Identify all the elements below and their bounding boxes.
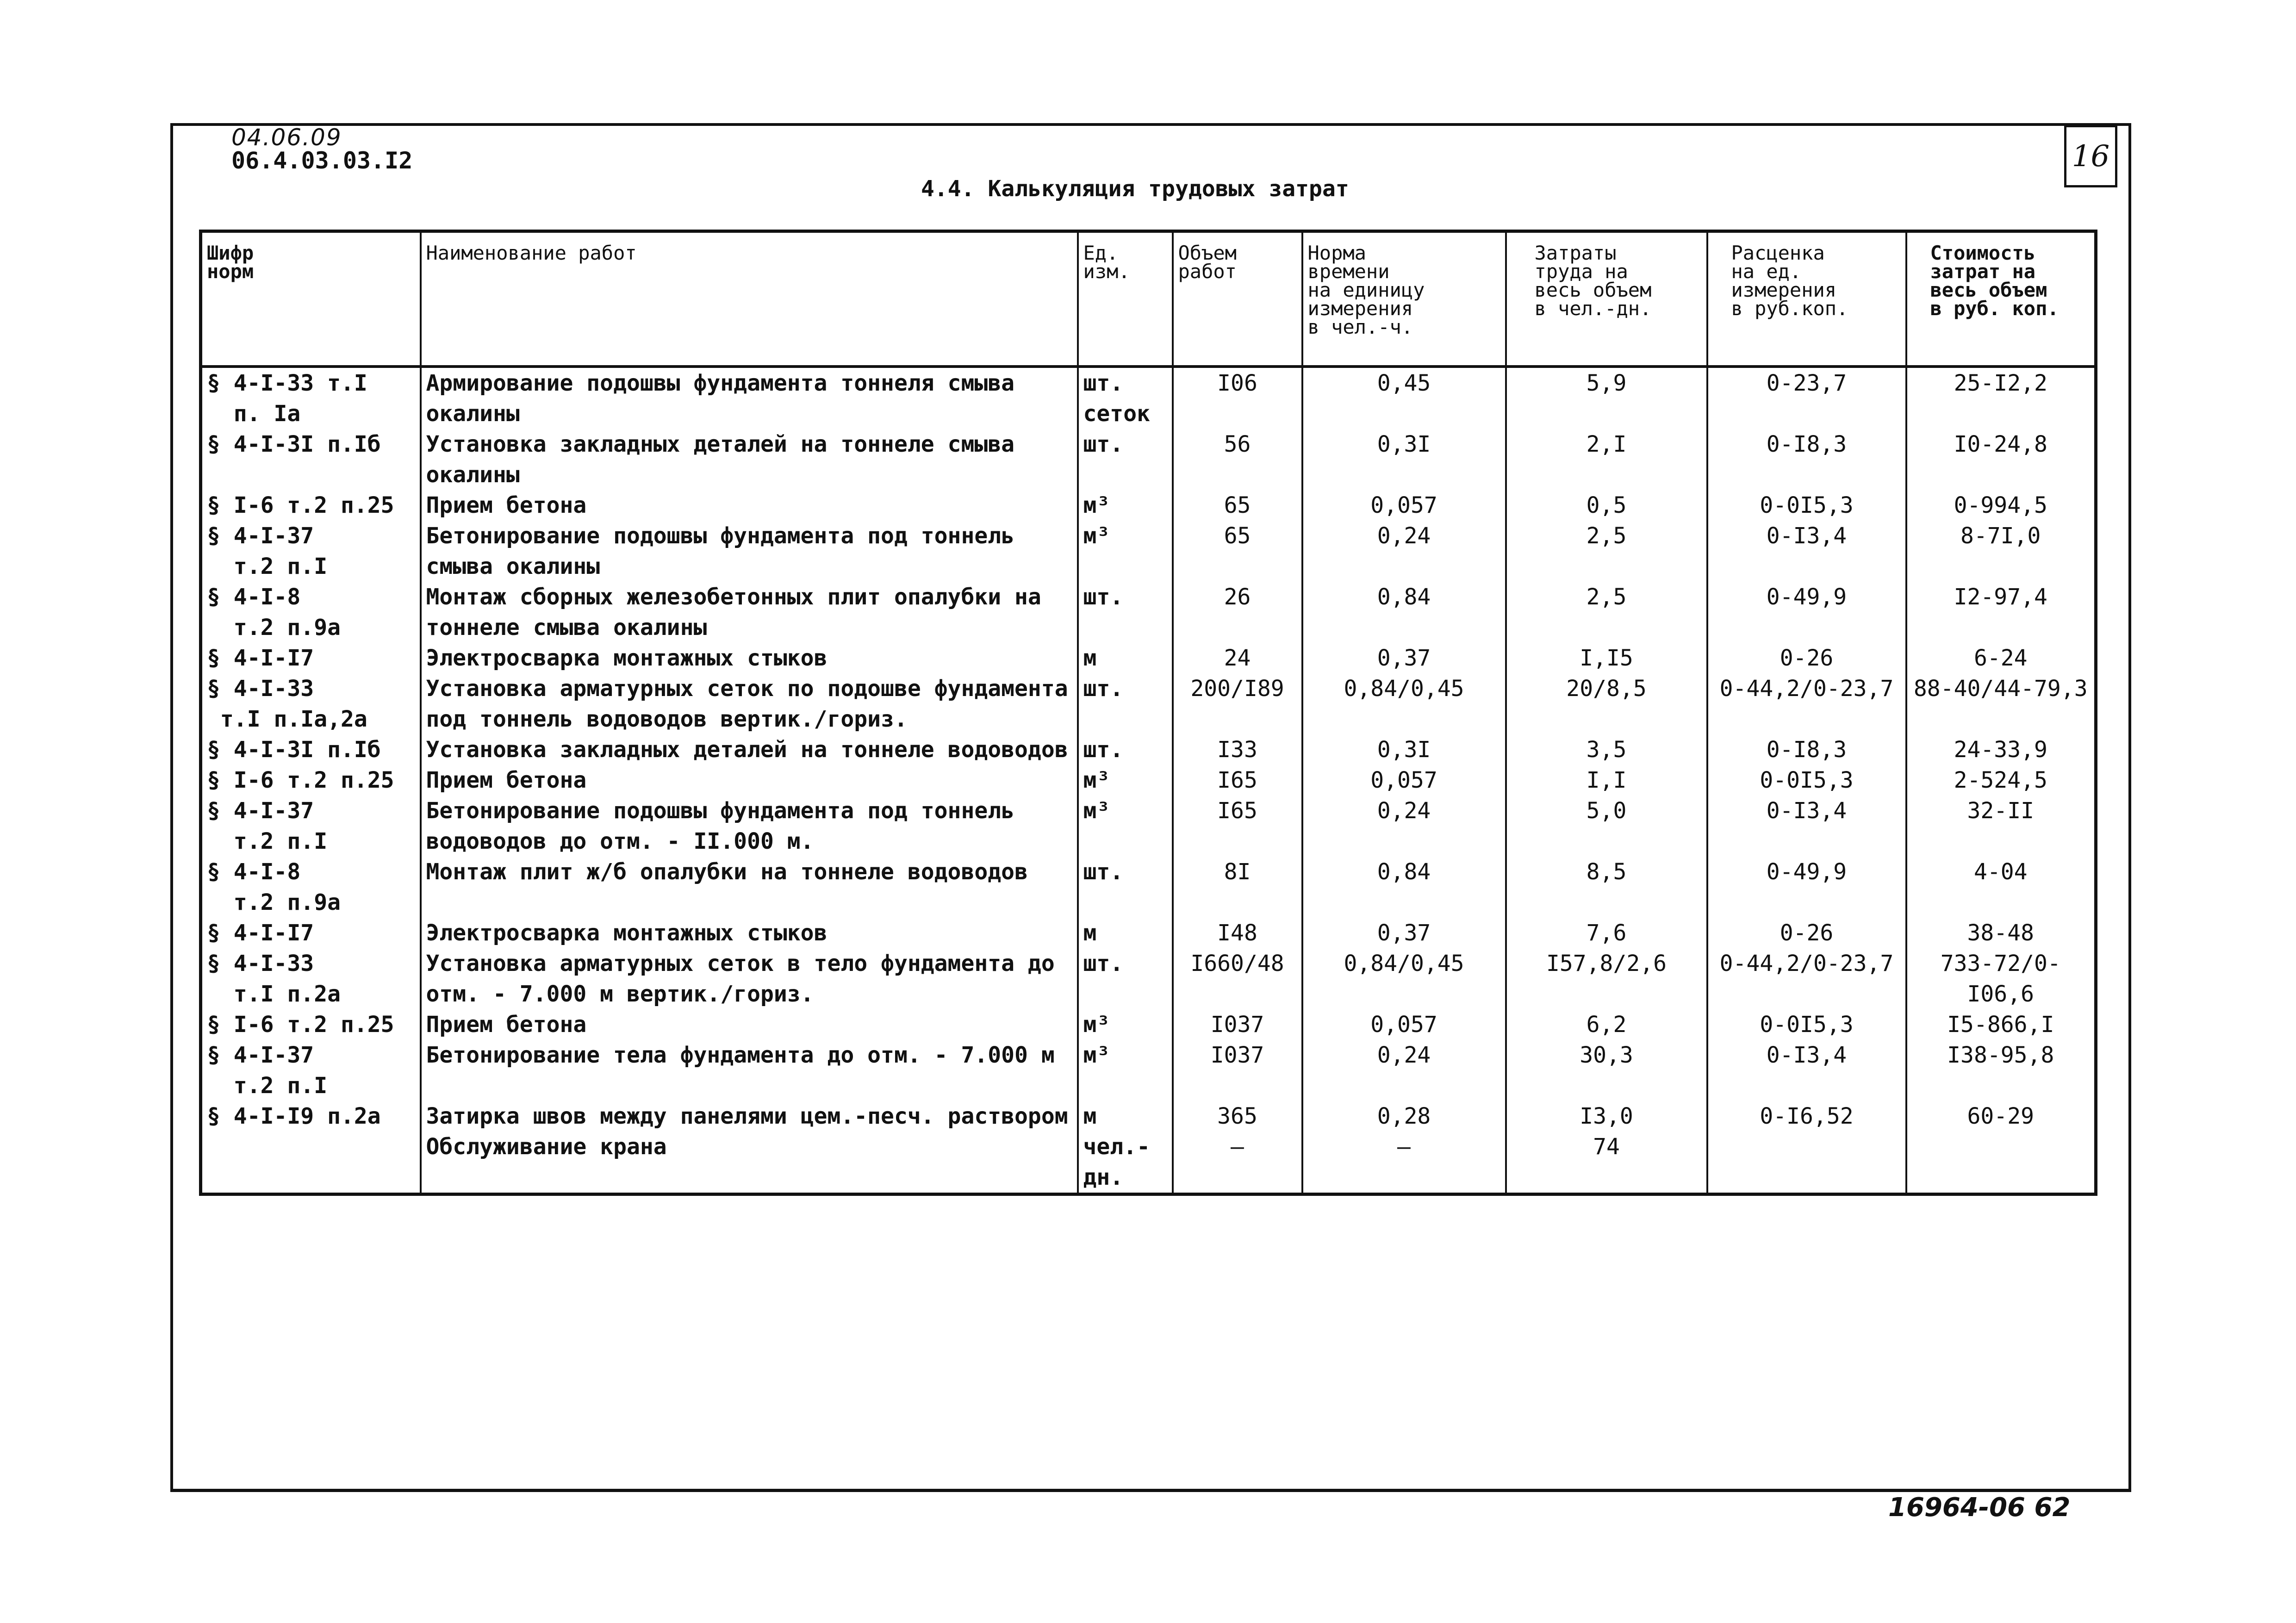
row-rate: 0-44,2/0-23,7 xyxy=(1707,673,1906,734)
row-code: § 4-I-I9 п.2а xyxy=(201,1101,421,1132)
row-rate: 0-26 xyxy=(1707,918,1906,948)
col-header-cost: Стоимость затрат на весь объем в руб. коп. xyxy=(1906,231,2096,367)
row-norm: 0,057 xyxy=(1302,1009,1506,1040)
row-volume: I660/48 xyxy=(1173,948,1302,1009)
row-work-name: Прием бетона xyxy=(421,490,1078,521)
table-header-row xyxy=(201,231,2096,367)
row-unit: м xyxy=(1078,918,1173,948)
row-volume: I65 xyxy=(1173,796,1302,857)
row-labor: 8,5 xyxy=(1506,857,1707,918)
row-volume: 65 xyxy=(1173,521,1302,582)
row-work-name: Монтаж сборных железобетонных плит опалубки на тоннеле смыва окалины xyxy=(421,582,1078,643)
row-cost: 88-40/44-79,3 xyxy=(1906,673,2096,734)
row-labor: 6,2 xyxy=(1506,1009,1707,1040)
row-norm: 0,37 xyxy=(1302,918,1506,948)
row-cost: 6-24 xyxy=(1906,643,2096,673)
row-cost xyxy=(1906,1132,2096,1194)
row-rate: 0-23,7 xyxy=(1707,367,1906,429)
row-norm: 0,84/0,45 xyxy=(1302,673,1506,734)
row-code: § 4-I-8 т.2 п.9а xyxy=(201,857,421,918)
row-norm: 0,057 xyxy=(1302,490,1506,521)
col-header-rate: Расценка на ед. измерения в руб.коп. xyxy=(1707,231,1906,367)
row-unit: шт. xyxy=(1078,429,1173,490)
row-unit: шт. xyxy=(1078,948,1173,1009)
row-labor: 74 xyxy=(1506,1132,1707,1194)
row-unit: шт. xyxy=(1078,673,1173,734)
table-row xyxy=(201,429,2096,490)
row-volume: I33 xyxy=(1173,734,1302,765)
row-work-name: Установка арматурных сеток в тело фундамента до отм. - 7.000 м вертик./гориз. xyxy=(421,948,1078,1009)
doc-code-handwritten: 04.06.09 xyxy=(231,124,342,151)
col-header-norm: Норма времени на единицу измерения в чел.-ч. xyxy=(1302,231,1506,367)
table-row xyxy=(201,582,2096,643)
row-volume: – xyxy=(1173,1132,1302,1194)
row-cost: 8-7I,0 xyxy=(1906,521,2096,582)
row-norm: 0,84 xyxy=(1302,857,1506,918)
row-volume: I037 xyxy=(1173,1009,1302,1040)
row-rate: 0-I6,52 xyxy=(1707,1101,1906,1132)
row-work-name: Электросварка монтажных стыков xyxy=(421,918,1078,948)
row-volume: 24 xyxy=(1173,643,1302,673)
footer-reference: 16964-06 62 xyxy=(1888,1492,2071,1523)
table-row xyxy=(201,673,2096,734)
row-unit: шт. xyxy=(1078,582,1173,643)
row-code: § 4-I-33 т.I п.2а xyxy=(201,948,421,1009)
row-cost: 32-II xyxy=(1906,796,2096,857)
row-labor: I,I xyxy=(1506,765,1707,796)
row-unit: м³ xyxy=(1078,521,1173,582)
row-cost: 60-29 xyxy=(1906,1101,2096,1132)
row-work-name: Бетонирование подошвы фундамента под тоннель смыва окалины xyxy=(421,521,1078,582)
row-volume: 200/I89 xyxy=(1173,673,1302,734)
row-code: § I-6 т.2 п.25 xyxy=(201,490,421,521)
row-labor: 5,9 xyxy=(1506,367,1707,429)
row-code: § 4-I-33 т.I п. Iа xyxy=(201,367,421,429)
page-title: 4.4. Калькуляция трудовых затрат xyxy=(921,176,1349,202)
table-row xyxy=(201,765,2096,796)
row-volume: 56 xyxy=(1173,429,1302,490)
row-code: § 4-I-37 т.2 п.I xyxy=(201,1040,421,1101)
table-body xyxy=(201,367,2096,1194)
col-header-labor: Затраты труда на весь объем в чел.-дн. xyxy=(1506,231,1707,367)
row-cost: I38-95,8 xyxy=(1906,1040,2096,1101)
row-cost: 25-I2,2 xyxy=(1906,367,2096,429)
row-work-name: Установка арматурных сеток по подошве фундамента под тоннель водоводов вертик./гориз. xyxy=(421,673,1078,734)
row-norm: 0,45 xyxy=(1302,367,1506,429)
row-work-name: Прием бетона xyxy=(421,1009,1078,1040)
table-row xyxy=(201,948,2096,1009)
row-code: § 4-I-8 т.2 п.9а xyxy=(201,582,421,643)
row-volume: I037 xyxy=(1173,1040,1302,1101)
row-labor: 2,5 xyxy=(1506,521,1707,582)
row-labor: 20/8,5 xyxy=(1506,673,1707,734)
row-unit: м³ xyxy=(1078,765,1173,796)
page-number-box xyxy=(2064,125,2117,187)
row-code: § I-6 т.2 п.25 xyxy=(201,1009,421,1040)
row-rate: 0-0I5,3 xyxy=(1707,1009,1906,1040)
row-rate xyxy=(1707,1132,1906,1194)
row-norm: – xyxy=(1302,1132,1506,1194)
row-cost: 4-04 xyxy=(1906,857,2096,918)
row-work-name: Электросварка монтажных стыков xyxy=(421,643,1078,673)
table-row xyxy=(201,796,2096,857)
row-rate: 0-44,2/0-23,7 xyxy=(1707,948,1906,1009)
table-row xyxy=(201,734,2096,765)
row-work-name: Прием бетона xyxy=(421,765,1078,796)
row-labor: 2,I xyxy=(1506,429,1707,490)
row-volume: I65 xyxy=(1173,765,1302,796)
row-rate: 0-0I5,3 xyxy=(1707,765,1906,796)
row-rate: 0-0I5,3 xyxy=(1707,490,1906,521)
row-volume: 65 xyxy=(1173,490,1302,521)
col-header-name: Наименование работ xyxy=(421,231,1078,367)
row-cost: I2-97,4 xyxy=(1906,582,2096,643)
row-work-name: Обслуживание крана xyxy=(421,1132,1078,1194)
row-labor: I3,0 xyxy=(1506,1101,1707,1132)
row-norm: 0,24 xyxy=(1302,1040,1506,1101)
row-work-name: Бетонирование тела фундамента до отм. - 7.000 м xyxy=(421,1040,1078,1101)
row-rate: 0-I3,4 xyxy=(1707,521,1906,582)
table-row xyxy=(201,1101,2096,1132)
row-norm: 0,24 xyxy=(1302,521,1506,582)
row-labor: 7,6 xyxy=(1506,918,1707,948)
row-unit: м³ xyxy=(1078,1009,1173,1040)
row-rate: 0-I8,3 xyxy=(1707,429,1906,490)
row-cost: 2-524,5 xyxy=(1906,765,2096,796)
row-labor: 2,5 xyxy=(1506,582,1707,643)
row-cost: I0-24,8 xyxy=(1906,429,2096,490)
row-code: § 4-I-I7 xyxy=(201,643,421,673)
row-code: § 4-I-37 т.2 п.I xyxy=(201,521,421,582)
row-rate: 0-I3,4 xyxy=(1707,1040,1906,1101)
row-cost: 733-72/0-I06,6 xyxy=(1906,948,2096,1009)
row-norm: 0,3I xyxy=(1302,429,1506,490)
row-labor: 30,3 xyxy=(1506,1040,1707,1101)
row-code: § I-6 т.2 п.25 xyxy=(201,765,421,796)
row-code: § 4-I-I7 xyxy=(201,918,421,948)
row-unit: шт. xyxy=(1078,857,1173,918)
row-unit: м³ xyxy=(1078,1040,1173,1101)
row-rate: 0-49,9 xyxy=(1707,857,1906,918)
row-labor: 5,0 xyxy=(1506,796,1707,857)
col-header-code: Шифр норм xyxy=(201,231,421,367)
row-work-name: Затирка швов между панелями цем.-песч. раствором xyxy=(421,1101,1078,1132)
row-labor: 3,5 xyxy=(1506,734,1707,765)
row-rate: 0-I8,3 xyxy=(1707,734,1906,765)
row-unit: м³ xyxy=(1078,796,1173,857)
table-row xyxy=(201,918,2096,948)
row-work-name: Монтаж плит ж/б опалубки на тоннеле водоводов xyxy=(421,857,1078,918)
row-code xyxy=(201,1132,421,1194)
row-code: § 4-I-33 т.I п.Iа,2а xyxy=(201,673,421,734)
row-work-name: Бетонирование подошвы фундамента под тоннель водоводов до отм. - II.000 м. xyxy=(421,796,1078,857)
col-header-volume: Объем работ xyxy=(1173,231,1302,367)
row-cost: 38-48 xyxy=(1906,918,2096,948)
row-norm: 0,3I xyxy=(1302,734,1506,765)
row-norm: 0,24 xyxy=(1302,796,1506,857)
row-volume: I06 xyxy=(1173,367,1302,429)
row-norm: 0,84 xyxy=(1302,582,1506,643)
row-labor: I,I5 xyxy=(1506,643,1707,673)
row-code: § 4-I-3I п.Iб xyxy=(201,429,421,490)
row-labor: I57,8/2,6 xyxy=(1506,948,1707,1009)
row-cost: 24-33,9 xyxy=(1906,734,2096,765)
row-code: § 4-I-37 т.2 п.I xyxy=(201,796,421,857)
row-norm: 0,37 xyxy=(1302,643,1506,673)
row-work-name: Армирование подошвы фундамента тоннеля смыва окалины xyxy=(421,367,1078,429)
table-row xyxy=(201,1040,2096,1101)
row-unit: м xyxy=(1078,1101,1173,1132)
table-row xyxy=(201,490,2096,521)
table-row xyxy=(201,857,2096,918)
row-volume: I48 xyxy=(1173,918,1302,948)
row-volume: 8I xyxy=(1173,857,1302,918)
row-rate: 0-I3,4 xyxy=(1707,796,1906,857)
row-rate: 0-26 xyxy=(1707,643,1906,673)
table-row xyxy=(201,643,2096,673)
labor-cost-table xyxy=(199,230,2097,1196)
table-row xyxy=(201,367,2096,429)
col-header-unit: Ед. изм. xyxy=(1078,231,1173,367)
row-norm: 0,057 xyxy=(1302,765,1506,796)
row-cost: I5-866,I xyxy=(1906,1009,2096,1040)
row-unit: шт. xyxy=(1078,734,1173,765)
row-norm: 0,84/0,45 xyxy=(1302,948,1506,1009)
table-row xyxy=(201,1132,2096,1194)
row-work-name: Установка закладных деталей на тоннеле смыва окалины xyxy=(421,429,1078,490)
doc-code: 06.4.03.03.I2 xyxy=(231,147,413,174)
row-unit: м³ xyxy=(1078,490,1173,521)
row-labor: 0,5 xyxy=(1506,490,1707,521)
row-code: § 4-I-3I п.Iб xyxy=(201,734,421,765)
row-cost: 0-994,5 xyxy=(1906,490,2096,521)
page-number: 16 xyxy=(2072,139,2110,174)
table-row xyxy=(201,521,2096,582)
row-unit: чел.- дн. xyxy=(1078,1132,1173,1194)
row-norm: 0,28 xyxy=(1302,1101,1506,1132)
table-row xyxy=(201,1009,2096,1040)
row-unit: шт. сеток xyxy=(1078,367,1173,429)
row-unit: м xyxy=(1078,643,1173,673)
row-volume: 365 xyxy=(1173,1101,1302,1132)
row-volume: 26 xyxy=(1173,582,1302,643)
row-work-name: Установка закладных деталей на тоннеле водоводов xyxy=(421,734,1078,765)
row-rate: 0-49,9 xyxy=(1707,582,1906,643)
